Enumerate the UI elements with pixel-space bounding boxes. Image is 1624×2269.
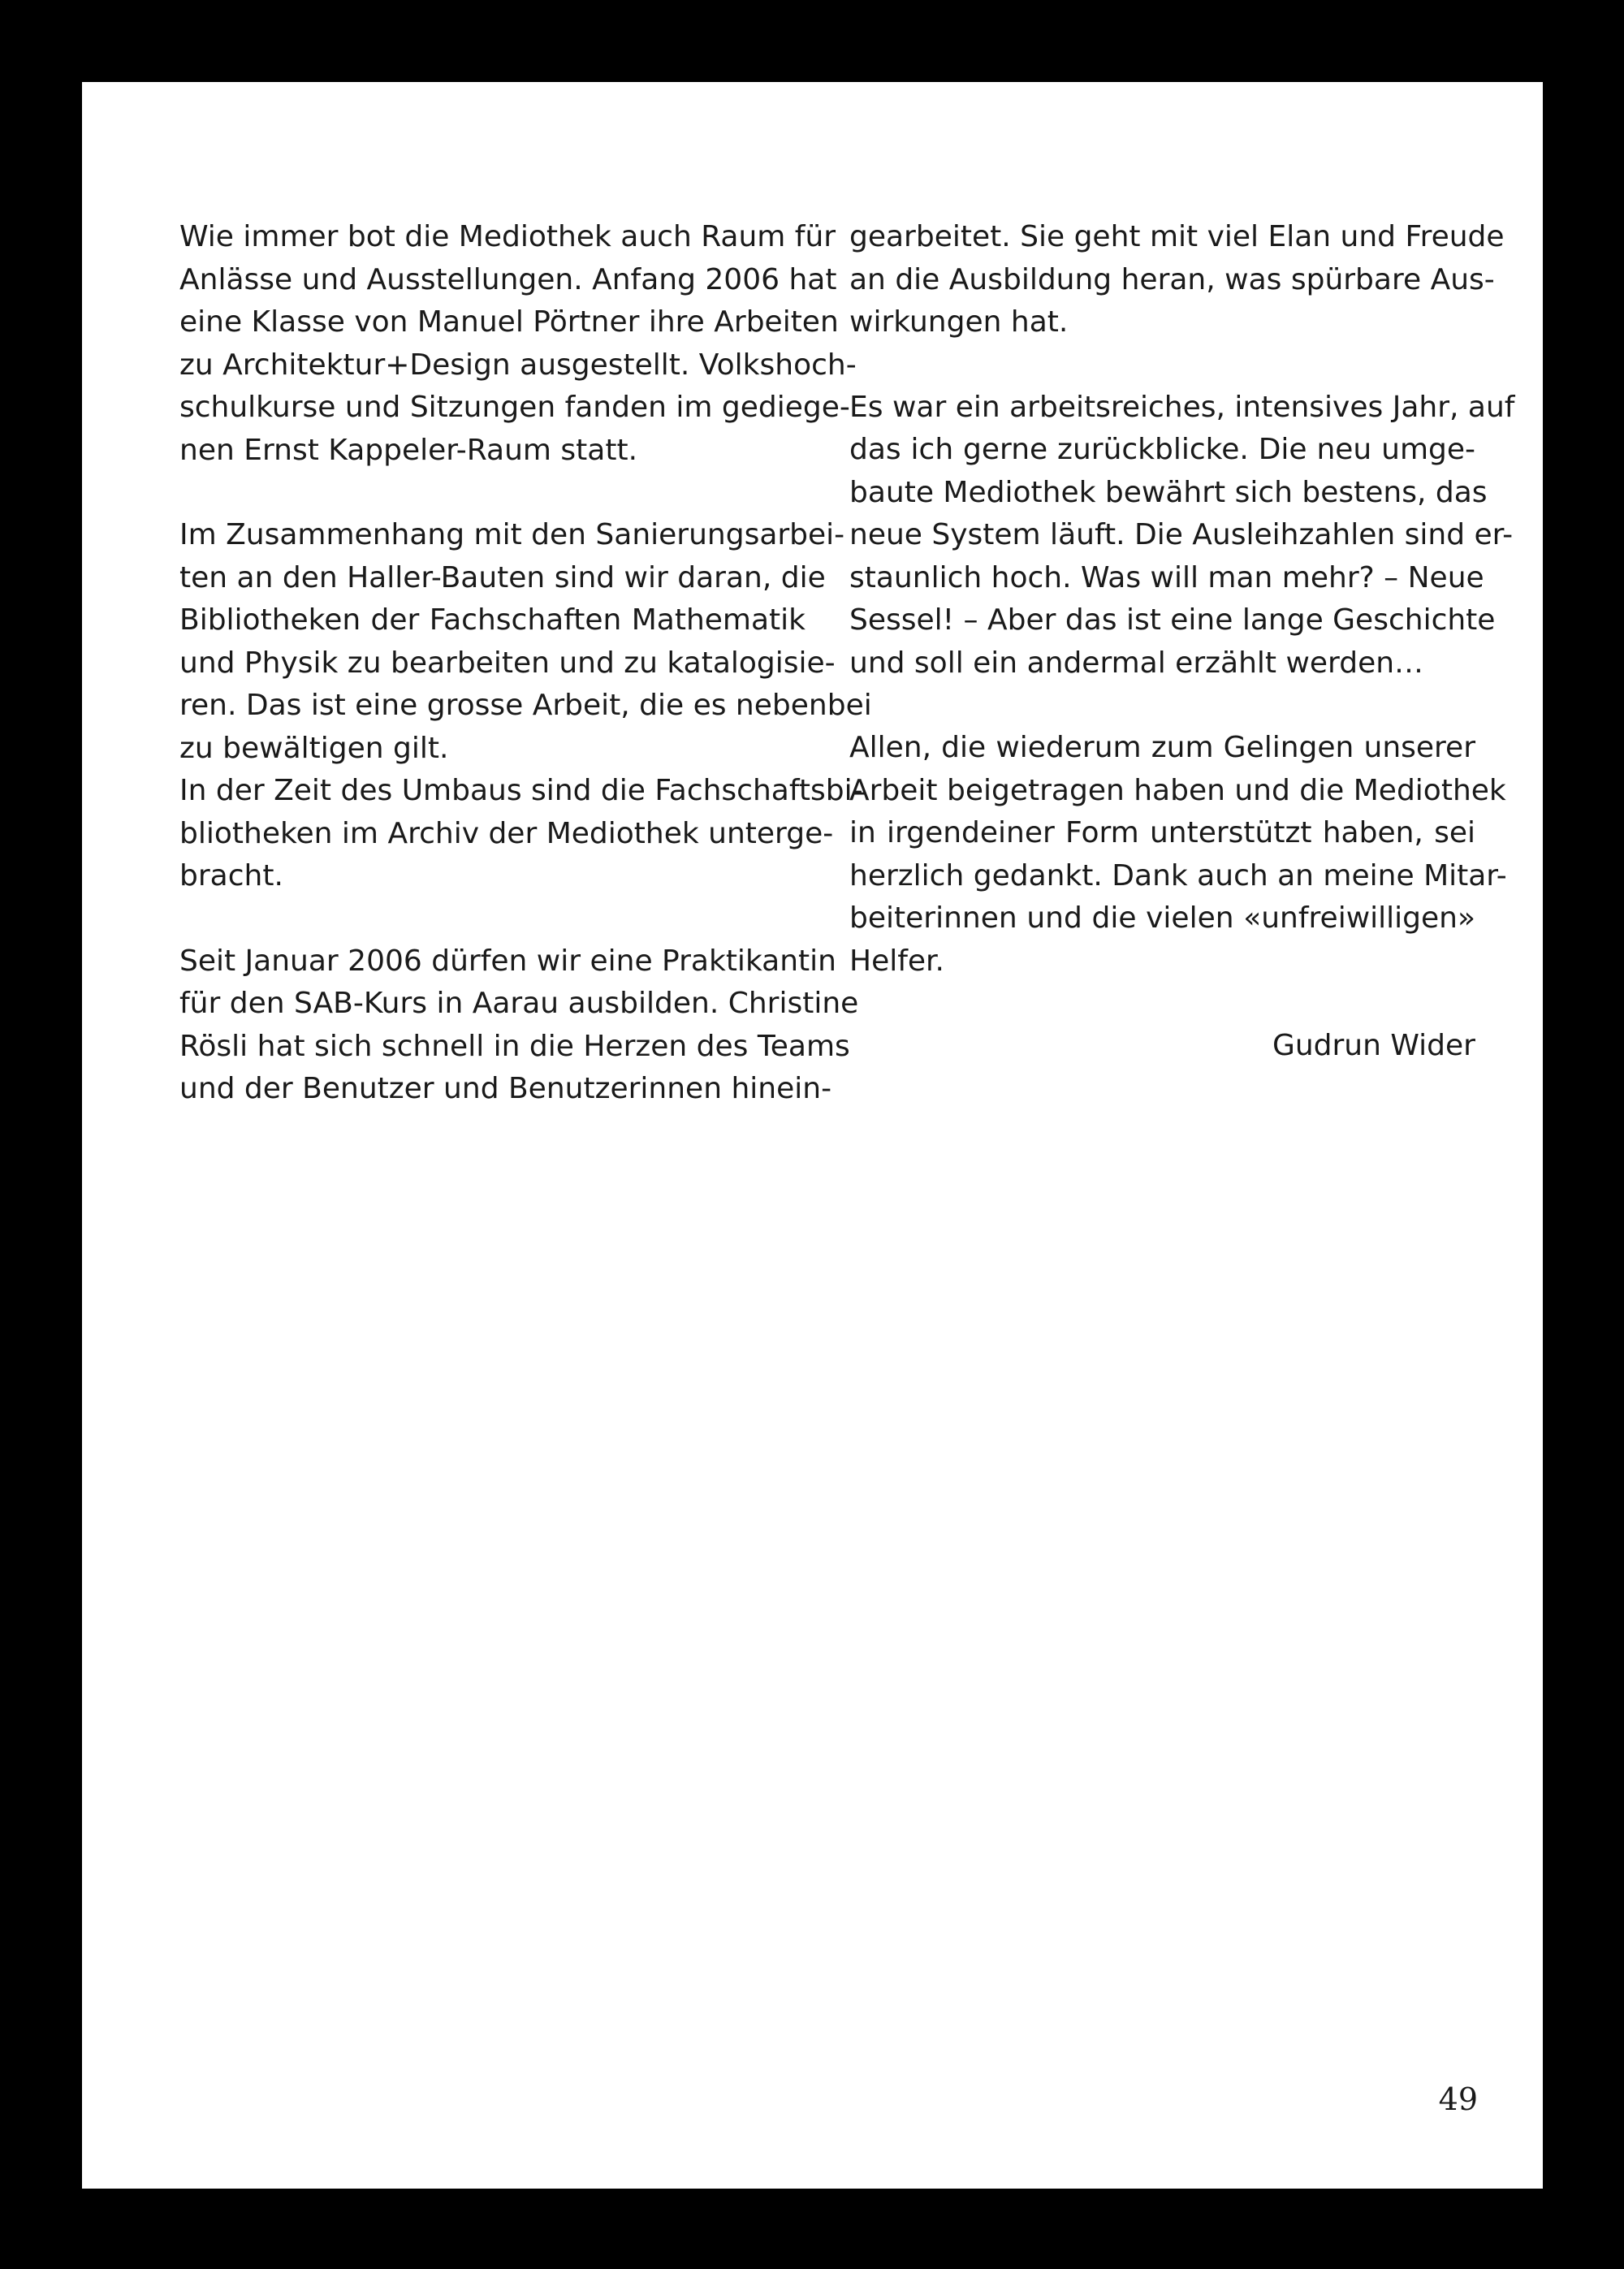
text-line: zu bewältigen gilt. [179, 731, 449, 765]
text-line: gearbeitet. Sie geht mit viel Elan und Freude [849, 220, 1505, 253]
text-line: Wie immer bot die Mediothek auch Raum für [179, 220, 836, 253]
text-line: in irgendeiner Form unterstützt haben, sei [849, 816, 1475, 849]
text-line: Seit Januar 2006 dürfen wir eine Praktikantin [179, 944, 836, 978]
text-line: baute Mediothek bewährt sich bestens, das [849, 475, 1488, 509]
text-line: bliotheken im Archiv der Mediothek unterge- [179, 816, 834, 850]
text-line: Bibliotheken der Fachschaften Mathematik [179, 603, 806, 637]
text-line: bracht. [179, 859, 283, 892]
paragraph-renovation [179, 514, 872, 770]
text-line: nen Ernst Kappeler-Raum statt. [179, 433, 638, 467]
text-line: ren. Das ist eine grosse Arbeit, die es nebenbei [179, 689, 872, 722]
document-page [82, 82, 1543, 2189]
page-number: 49 [1438, 2081, 1478, 2117]
text-line: Im Zusammenhang mit den Sanierungsarbei- [179, 518, 845, 551]
paragraph-intern [179, 940, 859, 1111]
text-line: Helfer. [849, 944, 944, 978]
text-line: herzlich gedankt. Dank auch an meine Mitar- [849, 858, 1507, 892]
text-line: wirkungen hat. [849, 305, 1069, 339]
paragraph-thanks [849, 727, 1507, 983]
right-column [849, 216, 1515, 1068]
text-line: neue System läuft. Die Ausleihzahlen sind er- [849, 518, 1514, 551]
paragraph-events [179, 216, 857, 472]
text-line: In der Zeit des Umbaus sind die Fachschaftsbi- [179, 774, 863, 807]
text-line: Rösli hat sich schnell in die Herzen des Teams [179, 1029, 850, 1063]
text-line: beiterinnen und die vielen «unfreiwilligen» [849, 901, 1475, 935]
text-line: ten an den Haller-Bauten sind wir daran, die [179, 560, 826, 594]
text-line: an die Ausbildung heran, was spürbare Aus- [849, 262, 1495, 296]
text-line: Arbeit beigetragen haben und die Mediothek [849, 773, 1506, 807]
text-line: für den SAB-Kurs in Aarau ausbilden. Christine [179, 987, 859, 1020]
paragraph-intern-continued [849, 216, 1505, 344]
text-line: Sessel! – Aber das ist eine lange Geschichte [849, 603, 1496, 637]
text-line: und der Benutzer und Benutzerinnen hinein- [179, 1072, 832, 1105]
text-line: und soll ein andermal erzählt werden… [849, 646, 1424, 680]
text-line: eine Klasse von Manuel Pörtner ihre Arbeiten [179, 305, 839, 339]
paragraph-archive [179, 770, 863, 898]
text-line: Anlässe und Ausstellungen. Anfang 2006 hat [179, 262, 837, 296]
text-line: das ich gerne zurückblicke. Die neu umge- [849, 433, 1475, 466]
text-line: zu Architektur+Design ausgestellt. Volkshoch- [179, 348, 857, 382]
text-line: und Physik zu bearbeiten und zu katalogisie- [179, 646, 836, 680]
text-line: Allen, die wiederum zum Gelingen unserer [849, 731, 1475, 764]
paragraph-review [849, 387, 1515, 685]
author-signature: Gudrun Wider [1272, 1029, 1475, 1062]
left-column [179, 216, 872, 1111]
text-line: staunlich hoch. Was will man mehr? – Neue [849, 560, 1484, 594]
text-line: Es war ein arbeitsreiches, intensives Jahr, auf [849, 390, 1515, 424]
text-line: schulkurse und Sitzungen fanden im gediege- [179, 391, 850, 424]
